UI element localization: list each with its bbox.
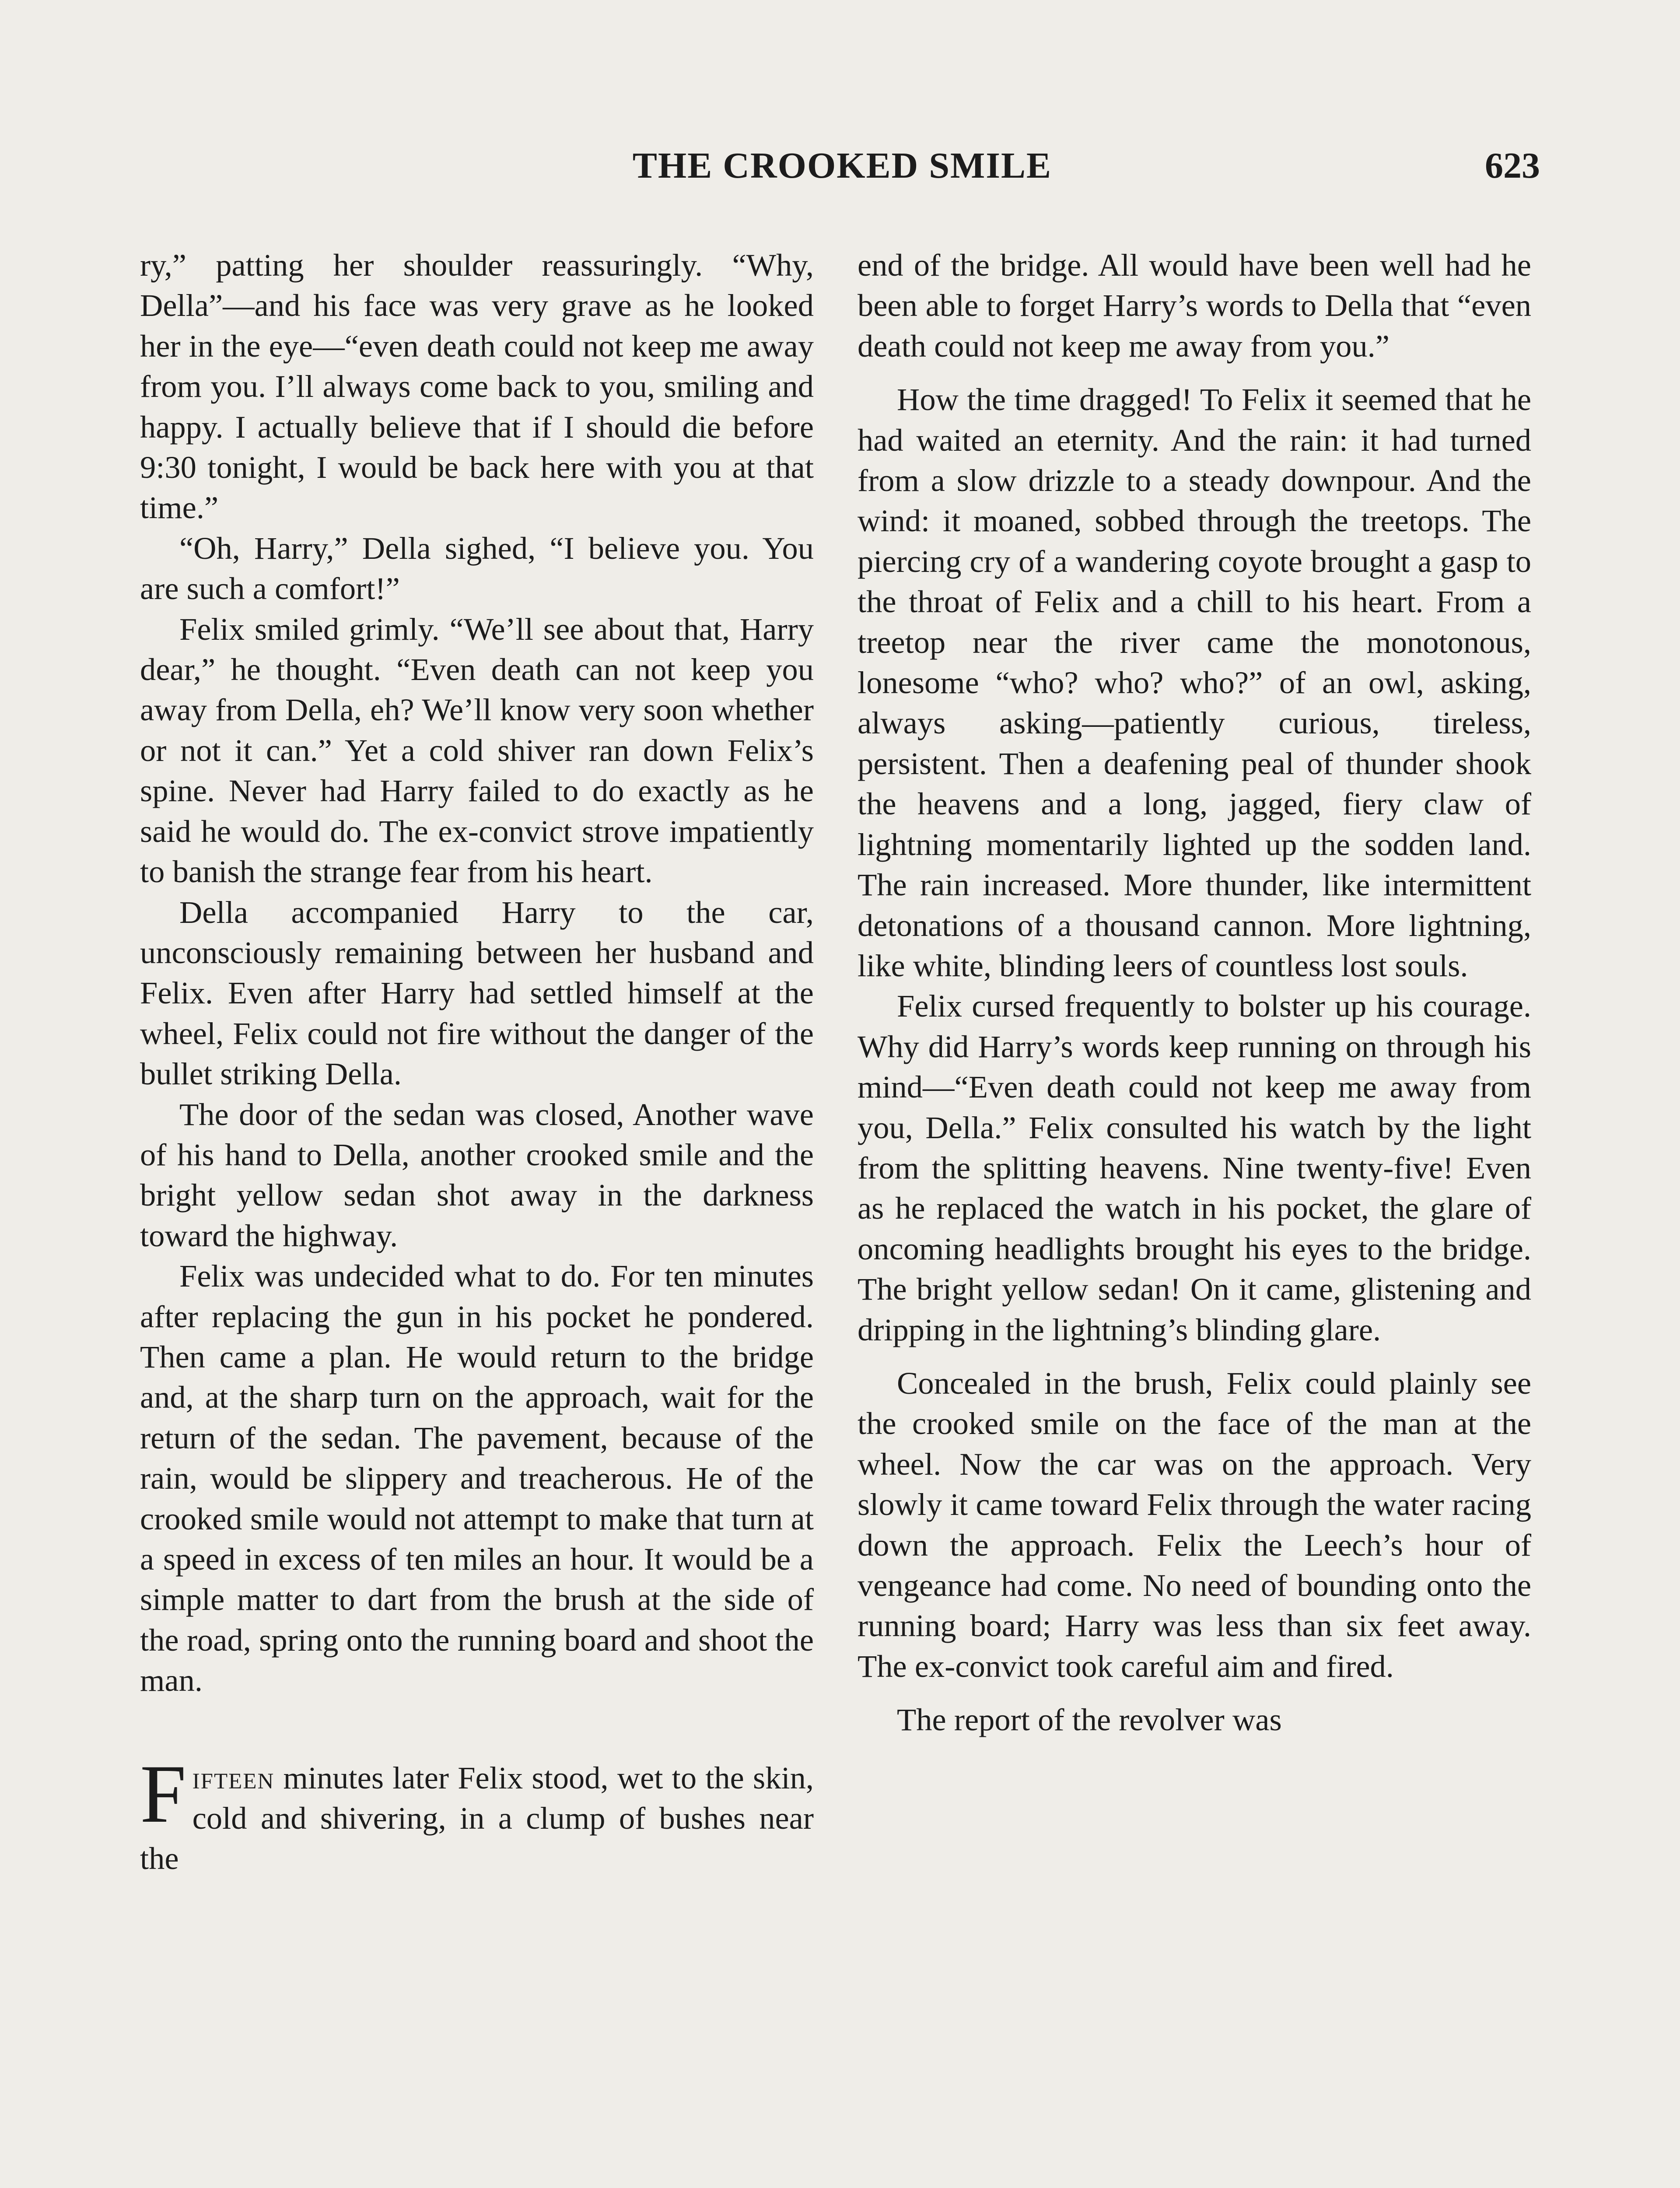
- paragraph: ry,” patting her shoulder reassuringly. “Why, Della”—and his face was very grave as he looked her in the eye—“even death could not keep me away from you. I’ll always come back to you, smiling and happy. I actually believe that if I should die before 9:30 tonight, I would be back here with you at that time.”: [140, 247, 814, 526]
- paragraph: How the time dragged! To Felix it seemed that he had waited an eternity. And the rain: it had turned from a slow drizzle to a steady downpour. And the wind: it moaned, sobbed through the treetops. The piercing cry of a wandering coyote brought a gasp to the throat of Felix and a chill to his heart. From a treetop near the river came the monotonous, lonesome “who? who? who?” of an owl, asking, always asking—patiently curious, tireless, persistent. Then a deafening peal of thunder shook the heavens and a long, jagged, fiery claw of lightning momentarily lighted up the sodden land. The rain increased. More thunder, like intermittent detonations of a thousand cannon. More lightning, like white, blinding leers of countless lost souls.: [858, 382, 1531, 983]
- paragraph-text: minutes later Felix stood, wet to the skin, cold and shivering, in a clump of bushes near the: [140, 1760, 814, 1876]
- page-number: 623: [1485, 145, 1540, 186]
- paragraph: Felix was undecided what to do. For ten minutes after replacing the gun in his pocket he pondered. Then came a plan. He would return to the bridge and, at the sharp turn on the approach, wait for the return of the sedan. The pavement, because of the rain, would be slippery and treacherous. He of the crooked smile would not attempt to make that turn at a speed in excess of ten miles an hour. It would be a simple matter to dart from the brush at the side of the road, spring onto the running board and shoot the man.: [140, 1258, 814, 1698]
- paragraph: “Oh, Harry,” Della sighed, “I believe you. You are such a comfort!”: [140, 530, 814, 607]
- page-header: [144, 144, 1540, 201]
- running-title: THE CROOKED SMILE: [632, 145, 1052, 186]
- small-caps-lead: ifteen: [192, 1760, 275, 1795]
- paragraph: end of the bridge. All would have been well had he been able to forget Harry’s words to Della that “even death could not keep me away from you.”: [858, 247, 1531, 364]
- left-column: [140, 245, 814, 2188]
- paragraph: The report of the revolver was: [897, 1702, 1282, 1738]
- drop-cap: F: [140, 1748, 186, 1840]
- paragraph: Concealed in the brush, Felix could plainly see the crooked smile on the face of the man at the wheel. Now the car was on the approach. Very slowly it came toward Felix through the water racing down the approach. Felix the Leech’s hour of vengeance had come. No need of bounding onto the running board; Harry was less than six feet away. The ex-convict took careful aim and fired.: [858, 1365, 1531, 1684]
- paragraph: Felix cursed frequently to bolster up his courage. Why did Harry’s words keep running on through his mind—“Even death could not keep me away from you, Della.” Felix consulted his watch by the light from the splitting heavens. Nine twenty-five! Even as he replaced the watch in his pocket, the glare of oncoming headlights brought his eyes to the bridge. The bright yellow sedan! On it came, glistening and dripping in the lightning’s blinding glare.: [858, 988, 1531, 1347]
- paragraph: Felix smiled grimly. “We’ll see about that, Harry dear,” he thought. “Even death can not keep you away from Della, eh? We’ll know very soon whether or not it can.” Yet a cold shiver ran down Felix’s spine. Never had Harry failed to do exactly as he said he would do. The ex-convict strove impatiently to banish the strange fear from his heart.: [140, 611, 814, 890]
- paragraph: Della accompanied Harry to the car, unconsciously remaining between her husband and Felix. Even after Harry had settled himself at the wheel, Felix could not fire without the danger of the bullet striking Della.: [140, 894, 814, 1092]
- paragraph: The door of the sedan was closed, Another wave of his hand to Della, another crooked smile and the bright yellow sedan shot away in the darkness toward the highway.: [140, 1096, 814, 1253]
- section-start-paragraph: [140, 1748, 814, 1879]
- right-column: [858, 245, 1531, 2188]
